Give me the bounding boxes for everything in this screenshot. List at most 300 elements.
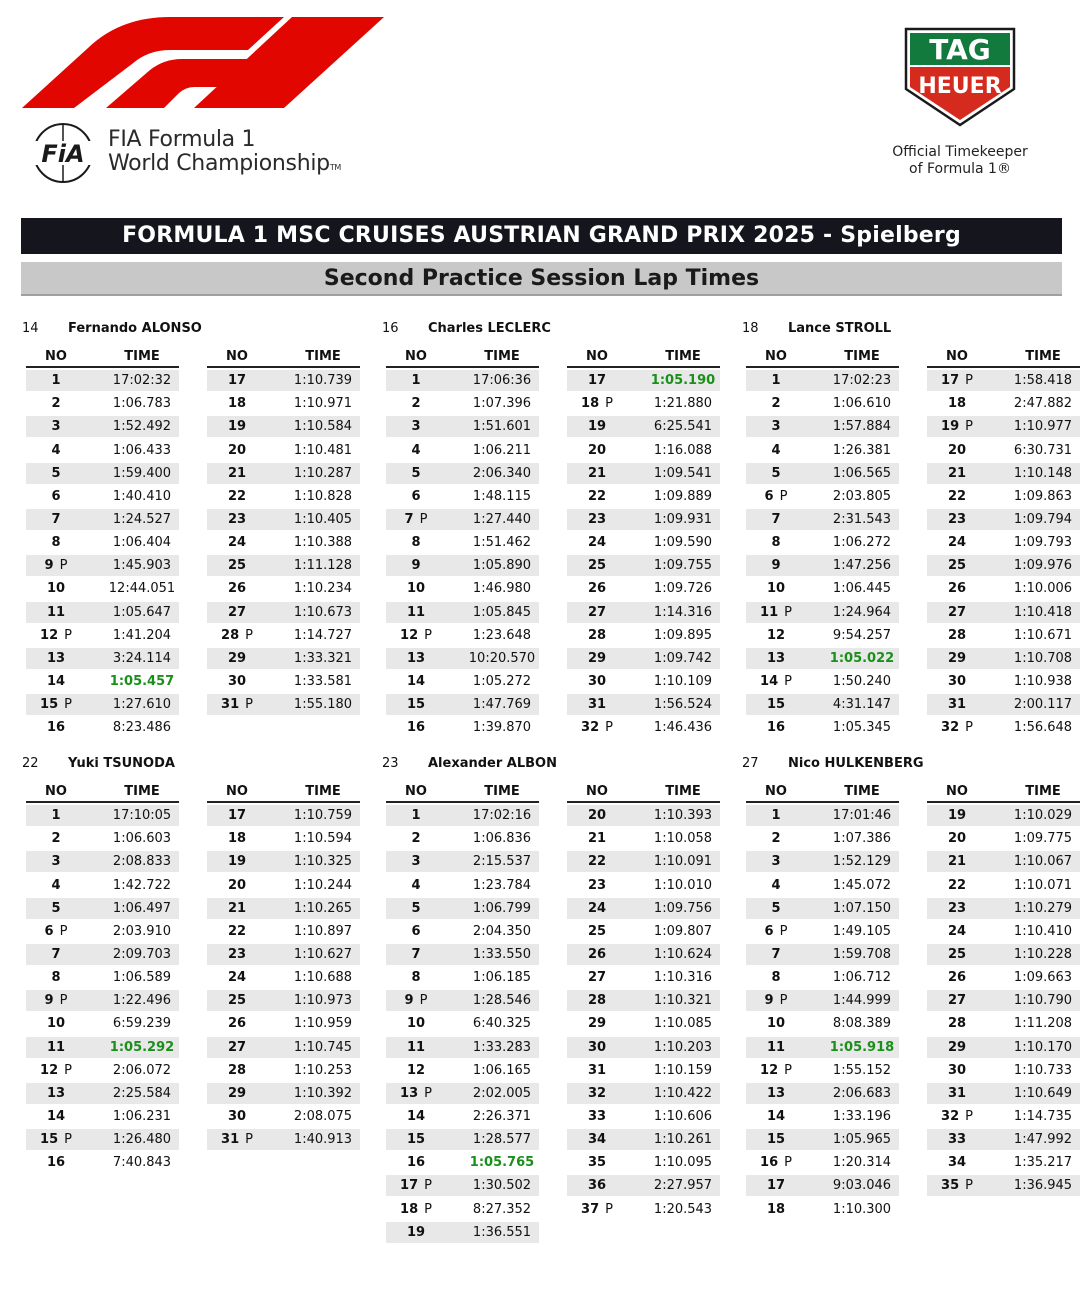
lap-row: [207, 967, 360, 988]
lap-number-value: 35: [941, 1178, 960, 1194]
timekeeper-line2: of Formula 1®: [909, 161, 1011, 177]
lap-number: [26, 1106, 86, 1127]
lap-row: [207, 578, 360, 599]
lap-number: [927, 1037, 987, 1058]
lap-number-value: 22: [587, 854, 607, 870]
lap-time: 8:23.486: [112, 720, 172, 736]
pit-marker: P: [784, 673, 792, 689]
lap-time: 1:10.938: [1013, 673, 1073, 689]
lap-number-value: 29: [227, 650, 247, 666]
lap-time: 1:10.897: [293, 923, 353, 939]
lap-number-value: 17: [400, 1178, 419, 1194]
lap-number: [927, 486, 987, 507]
lap-number: [927, 1013, 987, 1034]
lap-time: 2:02.005: [472, 1085, 532, 1101]
lap-time: 1:10.594: [293, 831, 353, 847]
lap-number: [567, 671, 627, 692]
lap-number: [386, 1037, 446, 1058]
lap-time: 1:47.256: [832, 558, 892, 574]
lap-number-value: 22: [947, 877, 967, 893]
lap-time: 1:10.977: [1013, 419, 1073, 435]
lap-number-value: 6: [764, 923, 774, 939]
lap-number-value: 5: [411, 465, 421, 481]
lap-number: [26, 625, 86, 646]
lap-number-value: 14: [406, 673, 426, 689]
lap-time: 1:27.440: [472, 511, 532, 527]
lap-row: [746, 671, 899, 692]
lap-number: [26, 967, 86, 988]
pit-marker: P: [965, 720, 973, 736]
lap-number: [207, 898, 267, 919]
lap-number-value: 26: [227, 581, 247, 597]
lap-number-value: 12: [760, 1062, 779, 1078]
pit-marker: P: [779, 488, 788, 504]
lap-row: [26, 1129, 179, 1150]
lap-number: [567, 990, 627, 1011]
lap-time: 1:09.794: [1013, 511, 1073, 527]
lap-number-value: 16: [760, 1155, 779, 1171]
lap-number-value: 9: [771, 558, 781, 574]
lap-time: 2:03.805: [832, 488, 892, 504]
lap-row: [927, 898, 1080, 919]
lap-time: 1:06.231: [112, 1108, 172, 1124]
driver-name: Lance STROLL: [788, 321, 892, 336]
lap-number-value: 14: [46, 1108, 66, 1124]
driver-number: 22: [22, 756, 39, 771]
lap-time: 1:36.551: [472, 1224, 532, 1240]
lap-row: [26, 967, 179, 988]
lap-number-value: 4: [771, 442, 781, 458]
lap-row: [207, 625, 360, 646]
lap-number-value: 19: [227, 854, 247, 870]
lap-number-value: 19: [406, 1224, 426, 1240]
lap-row: [386, 509, 539, 530]
lap-number-value: 23: [587, 877, 607, 893]
lap-number: [927, 532, 987, 553]
lap-number-value: 7: [771, 511, 781, 527]
lap-row: [746, 875, 899, 896]
lap-number-value: 6: [411, 488, 421, 504]
lap-number: [927, 370, 987, 391]
lap-number: [207, 944, 267, 965]
lap-number: [746, 990, 806, 1011]
lap-time: 1:48.115: [472, 488, 532, 504]
lap-time: 1:10.649: [1013, 1085, 1073, 1101]
lap-time: 8:08.389: [832, 1016, 892, 1032]
lap-number-value: 3: [411, 419, 421, 435]
lap-time: 1:47.769: [472, 697, 532, 713]
pit-marker: P: [784, 604, 792, 620]
lap-number: [746, 578, 806, 599]
lap-row: [26, 694, 179, 715]
lap-number: [746, 555, 806, 576]
lap-time: 1:09.775: [1013, 831, 1073, 847]
lap-row: [927, 875, 1080, 896]
lap-time: 1:26.480: [112, 1132, 172, 1148]
lap-time: 1:41.204: [112, 627, 172, 643]
lap-number-value: 8: [51, 970, 61, 986]
driver-name: Alexander ALBON: [428, 756, 557, 771]
lap-number: [26, 875, 86, 896]
lap-time: 1:10.006: [1013, 581, 1073, 597]
lap-time: 1:10.828: [293, 488, 353, 504]
lap-row: [386, 555, 539, 576]
lap-row: [207, 532, 360, 553]
lap-number: [386, 1175, 446, 1196]
lap-number-value: 15: [40, 697, 59, 713]
lap-number-value: 10: [406, 581, 426, 597]
lap-number: [927, 1083, 987, 1104]
lap-time: 1:10.790: [1013, 993, 1073, 1009]
lap-time: 1:10.058: [653, 831, 713, 847]
lap-number-value: 7: [51, 511, 61, 527]
fia-logo: [22, 122, 402, 184]
lap-number: [927, 875, 987, 896]
lap-row: [927, 1013, 1080, 1034]
lap-table-header: [927, 344, 1080, 368]
lap-row: [207, 370, 360, 391]
lap-number: [386, 717, 446, 738]
lap-row: [746, 921, 899, 942]
lap-time: 1:10.148: [1013, 465, 1073, 481]
lap-table-left: [746, 344, 899, 738]
lap-number: [567, 1199, 627, 1220]
lap-number-value: 19: [941, 419, 960, 435]
lap-number: [386, 648, 446, 669]
lap-number: [746, 416, 806, 437]
lap-row: [386, 1083, 539, 1104]
lap-time: 1:09.663: [1013, 970, 1073, 986]
lap-number-value: 30: [227, 1108, 247, 1124]
lap-number-value: 25: [587, 558, 607, 574]
lap-row: [927, 944, 1080, 965]
lap-time: 9:54.257: [832, 627, 892, 643]
lap-row: [386, 990, 539, 1011]
lap-number: [746, 625, 806, 646]
lap-time: 1:06.445: [832, 581, 892, 597]
lap-row: [207, 416, 360, 437]
lap-number: [207, 921, 267, 942]
lap-number-value: 24: [227, 535, 247, 551]
lap-time: 2:04.350: [472, 923, 532, 939]
lap-time: 1:06.712: [832, 970, 892, 986]
lap-number-value: 29: [947, 650, 967, 666]
lap-number: [386, 440, 446, 461]
lap-time: 1:42.722: [112, 877, 172, 893]
lap-number-value: 17: [766, 1178, 786, 1194]
pit-marker: P: [779, 923, 788, 939]
lap-number: [26, 805, 86, 826]
lap-number: [746, 393, 806, 414]
lap-row: [26, 1106, 179, 1127]
lap-number: [26, 555, 86, 576]
lap-row: [746, 393, 899, 414]
lap-number-value: 2: [411, 396, 421, 412]
lap-row: [207, 648, 360, 669]
lap-number: [746, 1037, 806, 1058]
lap-row: [386, 875, 539, 896]
lap-time: 1:09.895: [653, 627, 713, 643]
header-time: TIME: [484, 349, 520, 364]
lap-number: [26, 416, 86, 437]
pit-marker: P: [59, 558, 68, 574]
lap-time: 1:06.610: [832, 396, 892, 412]
lap-row: [207, 851, 360, 872]
pit-marker: P: [424, 627, 432, 643]
lap-number-value: 15: [766, 697, 786, 713]
lap-number-value: 16: [46, 720, 66, 736]
lap-number-value: 20: [947, 442, 967, 458]
lap-row: [386, 898, 539, 919]
lap-time: 8:27.352: [472, 1201, 532, 1217]
lap-number: [386, 509, 446, 530]
lap-time: 1:52.492: [112, 419, 172, 435]
lap-number-value: 21: [947, 854, 967, 870]
lap-row: [567, 440, 720, 461]
pit-marker: P: [965, 419, 973, 435]
lap-number-value: 5: [51, 900, 61, 916]
lap-time: 1:16.088: [653, 442, 713, 458]
lap-number: [207, 648, 267, 669]
lap-number: [386, 1106, 446, 1127]
lap-time: 1:57.884: [832, 419, 892, 435]
lap-number: [26, 898, 86, 919]
lap-number-value: 13: [406, 650, 426, 666]
lap-number-value: 7: [771, 946, 781, 962]
lap-time: 2:26.371: [472, 1108, 532, 1124]
lap-number-value: 28: [587, 993, 607, 1009]
lap-number: [746, 1152, 806, 1173]
lap-number: [26, 671, 86, 692]
lap-number-value: 8: [771, 970, 781, 986]
pit-marker: P: [245, 627, 253, 643]
lap-number-value: 22: [227, 488, 247, 504]
lap-time: 6:25.541: [653, 419, 713, 435]
lap-row: [386, 486, 539, 507]
lap-number-value: 23: [947, 900, 967, 916]
lap-row: [927, 370, 1080, 391]
lap-number-value: 34: [947, 1155, 967, 1171]
lap-number: [207, 486, 267, 507]
lap-time: 1:05.345: [832, 720, 892, 736]
lap-time: 1:10.265: [293, 900, 353, 916]
lap-time: 1:05.965: [832, 1132, 892, 1148]
lap-time: 1:33.196: [832, 1108, 892, 1124]
lap-time: 1:23.784: [472, 877, 532, 893]
lap-row: [567, 1152, 720, 1173]
lap-number-value: 8: [411, 970, 421, 986]
pit-marker: P: [784, 1062, 792, 1078]
lap-row: [386, 648, 539, 669]
lap-row: [207, 1106, 360, 1127]
lap-time: 1:46.436: [653, 720, 713, 736]
lap-time: 1:05.890: [472, 558, 532, 574]
lap-number-value: 31: [947, 1085, 967, 1101]
header-time: TIME: [305, 784, 341, 799]
lap-number-value: 5: [771, 465, 781, 481]
best-lap-time: 1:05.918: [829, 1039, 895, 1055]
pit-marker: P: [965, 1178, 973, 1194]
lap-number-value: 14: [760, 673, 779, 689]
lap-number-value: 12: [406, 1062, 426, 1078]
lap-row: [927, 967, 1080, 988]
lap-time: 1:33.550: [472, 946, 532, 962]
lap-number: [927, 1152, 987, 1173]
lap-row: [207, 509, 360, 530]
lap-table-right: [927, 779, 1080, 1196]
lap-time: 1:06.272: [832, 535, 892, 551]
header-time: TIME: [1025, 349, 1061, 364]
lap-number: [927, 648, 987, 669]
lap-row: [386, 602, 539, 623]
lap-number-value: 4: [51, 442, 61, 458]
lap-time: 1:50.240: [832, 673, 892, 689]
header-no: NO: [405, 349, 427, 364]
lap-number-value: 25: [227, 558, 247, 574]
lap-number: [746, 370, 806, 391]
lap-number-value: 21: [947, 465, 967, 481]
lap-number: [26, 1013, 86, 1034]
lap-number: [746, 828, 806, 849]
lap-number-value: 32: [587, 1085, 607, 1101]
lap-number: [746, 717, 806, 738]
lap-row: [26, 648, 179, 669]
lap-number-value: 21: [587, 465, 607, 481]
lap-number: [26, 602, 86, 623]
lap-number-value: 21: [227, 900, 247, 916]
lap-number-value: 34: [587, 1132, 607, 1148]
lap-time: 1:10.010: [653, 877, 713, 893]
lap-number-value: 25: [587, 923, 607, 939]
lap-number: [386, 1060, 446, 1081]
lap-number-value: 27: [587, 970, 607, 986]
timekeeper-caption: [870, 144, 1050, 178]
lap-row: [26, 898, 179, 919]
lap-number-value: 18: [581, 396, 600, 412]
lap-number-value: 27: [947, 993, 967, 1009]
lap-row: [746, 648, 899, 669]
lap-number: [567, 625, 627, 646]
lap-time: 2:06.340: [472, 465, 532, 481]
lap-number: [567, 648, 627, 669]
lap-number: [567, 463, 627, 484]
fia-globe-icon: [22, 122, 104, 184]
lap-number-value: 14: [406, 1108, 426, 1124]
lap-number: [567, 694, 627, 715]
lap-number: [746, 1106, 806, 1127]
lap-number: [386, 805, 446, 826]
lap-row: [207, 440, 360, 461]
lap-table-header: [386, 344, 539, 368]
header-no: NO: [45, 349, 67, 364]
lap-time: 1:56.648: [1013, 720, 1073, 736]
lap-time: 17:10:05: [112, 808, 172, 824]
lap-row: [207, 602, 360, 623]
lap-time: 1:05.272: [472, 673, 532, 689]
lap-time: 1:10.973: [293, 993, 353, 1009]
lap-number: [26, 463, 86, 484]
lap-row: [26, 805, 179, 826]
lap-number-value: 12: [400, 627, 419, 643]
lap-number: [207, 370, 267, 391]
lap-row: [927, 694, 1080, 715]
lap-number-value: 26: [587, 946, 607, 962]
lap-row: [746, 990, 899, 1011]
lap-time: 1:14.735: [1013, 1108, 1073, 1124]
lap-number-value: 3: [411, 854, 421, 870]
lap-row: [567, 1083, 720, 1104]
lap-row: [386, 532, 539, 553]
pit-marker: P: [245, 697, 253, 713]
lap-row: [386, 805, 539, 826]
lap-number-value: 22: [947, 488, 967, 504]
lap-number-value: 15: [406, 697, 426, 713]
lap-time: 7:40.843: [112, 1155, 172, 1171]
lap-number-value: 31: [947, 697, 967, 713]
lap-time: 1:10.091: [653, 854, 713, 870]
lap-number: [26, 1060, 86, 1081]
lap-row: [927, 921, 1080, 942]
lap-number-value: 17: [941, 373, 960, 389]
lap-time: 1:40.410: [112, 488, 172, 504]
lap-row: [567, 898, 720, 919]
lap-number-value: 33: [947, 1132, 967, 1148]
lap-number-value: 1: [411, 808, 421, 824]
lap-number-value: 26: [947, 970, 967, 986]
lap-time: 1:10.170: [1013, 1039, 1073, 1055]
header-no: NO: [765, 784, 787, 799]
lap-number-value: 6: [764, 488, 774, 504]
lap-row: [207, 1013, 360, 1034]
lap-number-value: 26: [947, 581, 967, 597]
lap-number-value: 8: [411, 535, 421, 551]
lap-row: [567, 990, 720, 1011]
lap-number: [746, 1175, 806, 1196]
lap-number-value: 32: [941, 1108, 960, 1124]
lap-number-value: 9: [44, 993, 54, 1009]
lap-row: [567, 532, 720, 553]
lap-number-value: 17: [227, 808, 247, 824]
lap-number: [386, 851, 446, 872]
lap-number: [386, 1129, 446, 1150]
lap-time: 2:15.537: [472, 854, 532, 870]
fia-tm: TM: [329, 163, 342, 172]
lap-number-value: 19: [587, 419, 607, 435]
lap-row: [746, 1037, 899, 1058]
lap-row: [26, 671, 179, 692]
lap-time: 1:10.085: [653, 1016, 713, 1032]
lap-time: 1:47.992: [1013, 1132, 1073, 1148]
lap-time: 1:24.964: [832, 604, 892, 620]
lap-number: [567, 1083, 627, 1104]
pit-marker: P: [605, 720, 613, 736]
lap-row: [26, 1013, 179, 1034]
lap-row: [26, 921, 179, 942]
lap-number: [386, 967, 446, 988]
lap-row: [386, 1152, 539, 1173]
lap-number: [927, 602, 987, 623]
lap-number: [386, 1083, 446, 1104]
lap-number-value: 23: [587, 511, 607, 527]
lap-row: [567, 694, 720, 715]
pit-marker: P: [64, 627, 72, 643]
lap-number: [567, 875, 627, 896]
lap-time: 1:06.799: [472, 900, 532, 916]
lap-time: 1:56.524: [653, 697, 713, 713]
lap-number-value: 24: [587, 535, 607, 551]
lap-number: [207, 509, 267, 530]
lap-time: 1:10.316: [653, 970, 713, 986]
